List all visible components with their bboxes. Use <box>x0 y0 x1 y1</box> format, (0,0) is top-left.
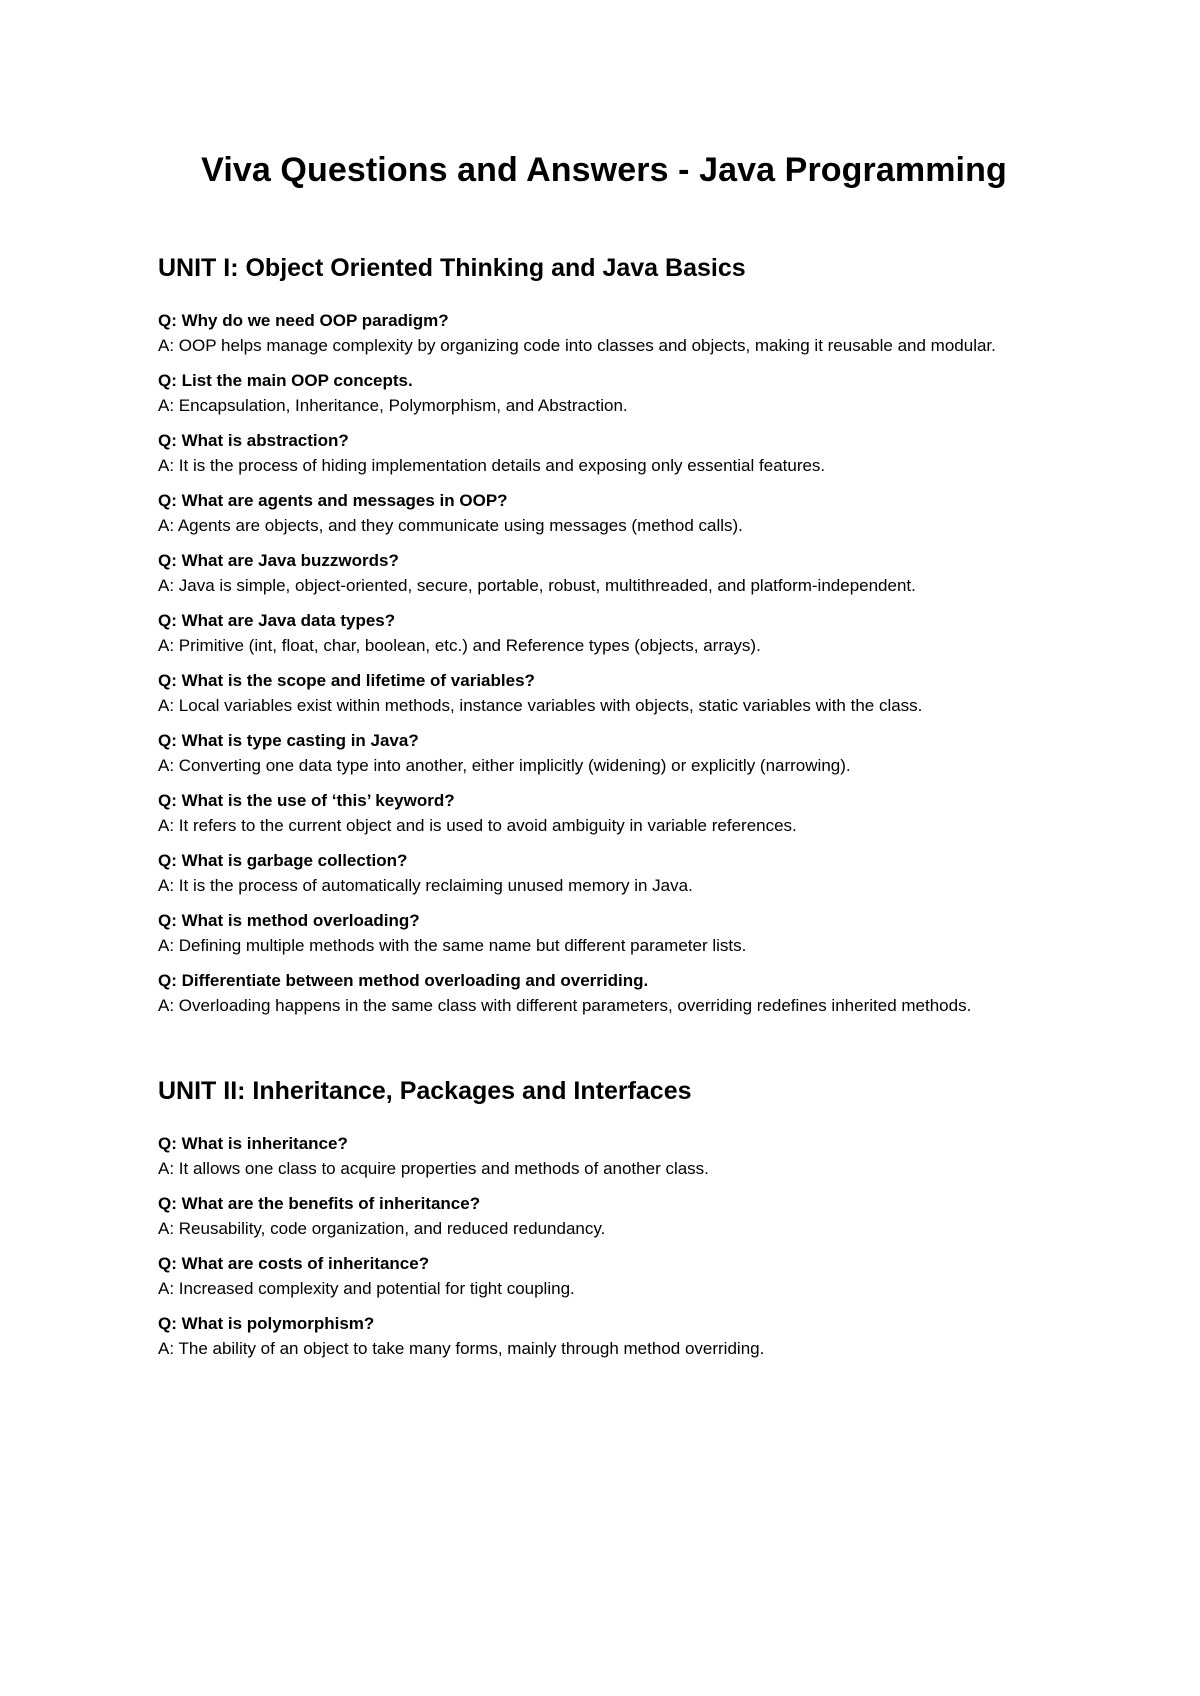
qa-item <box>158 1191 1050 1241</box>
question: Q: What is abstraction? <box>158 431 349 451</box>
answer: A: Converting one data type into another, either implicitly (widening) or explicitly (narrowing). <box>158 756 851 776</box>
question: Q: What is polymorphism? <box>158 1314 375 1334</box>
question: Q: What is type casting in Java? <box>158 731 419 751</box>
question: Q: What are Java data types? <box>158 611 396 631</box>
question: Q: Why do we need OOP paradigm? <box>158 311 449 331</box>
qa-item <box>158 368 1050 418</box>
unit-1-heading: UNIT I: Object Oriented Thinking and Java Basics <box>158 253 746 282</box>
qa-item <box>158 548 1050 598</box>
question: Q: What is the use of ‘this’ keyword? <box>158 791 455 811</box>
qa-item <box>158 1311 1050 1361</box>
question: Q: What are the benefits of inheritance? <box>158 1194 481 1214</box>
answer: A: It allows one class to acquire properties and methods of another class. <box>158 1159 709 1179</box>
unit-2-heading: UNIT II: Inheritance, Packages and Interfaces <box>158 1077 692 1106</box>
document-title: Viva Questions and Answers - Java Programming <box>201 151 1007 189</box>
qa-item <box>158 668 1050 718</box>
answer: A: Increased complexity and potential for tight coupling. <box>158 1279 575 1299</box>
qa-item <box>158 488 1050 538</box>
qa-item <box>158 788 1050 838</box>
answer: A: Encapsulation, Inheritance, Polymorphism, and Abstraction. <box>158 396 628 416</box>
answer: A: Local variables exist within methods, instance variables with objects, static variables with the class. <box>158 696 923 716</box>
qa-item <box>158 908 1050 958</box>
question: Q: What are agents and messages in OOP? <box>158 491 508 511</box>
qa-item <box>158 428 1050 478</box>
answer: A: The ability of an object to take many forms, mainly through method overriding. <box>158 1339 765 1359</box>
question: Q: Differentiate between method overloading and overriding. <box>158 971 649 991</box>
answer: A: It refers to the current object and is used to avoid ambiguity in variable references. <box>158 816 797 836</box>
question: Q: What are costs of inheritance? <box>158 1254 430 1274</box>
answer: A: It is the process of automatically reclaiming unused memory in Java. <box>158 876 693 896</box>
answer: A: Agents are objects, and they communicate using messages (method calls). <box>158 516 743 536</box>
answer: A: Defining multiple methods with the same name but different parameter lists. <box>158 936 747 956</box>
question: Q: What is inheritance? <box>158 1134 348 1154</box>
question: Q: What is the scope and lifetime of variables? <box>158 671 535 691</box>
unit-2-qa-list <box>158 1131 1050 1361</box>
answer: A: Primitive (int, float, char, boolean, etc.) and Reference types (objects, arrays). <box>158 636 761 656</box>
qa-item <box>158 728 1050 778</box>
qa-item <box>158 608 1050 658</box>
answer: A: Java is simple, object-oriented, secure, portable, robust, multithreaded, and platform-independent. <box>158 576 916 596</box>
answer: A: It is the process of hiding implementation details and exposing only essential features. <box>158 456 826 476</box>
qa-item <box>158 848 1050 898</box>
question: Q: What is method overloading? <box>158 911 420 931</box>
document-page <box>158 150 1050 1371</box>
qa-item <box>158 308 1050 358</box>
qa-item <box>158 1251 1050 1301</box>
answer: A: Reusability, code organization, and reduced redundancy. <box>158 1219 606 1239</box>
qa-item <box>158 1131 1050 1181</box>
question: Q: What are Java buzzwords? <box>158 551 399 571</box>
answer: A: OOP helps manage complexity by organizing code into classes and objects, making it reusable and modular. <box>158 336 996 356</box>
question: Q: What is garbage collection? <box>158 851 408 871</box>
unit-1-qa-list <box>158 308 1050 1018</box>
question: Q: List the main OOP concepts. <box>158 371 413 391</box>
answer: A: Overloading happens in the same class with different parameters, overriding redefines inherited methods. <box>158 996 972 1016</box>
qa-item <box>158 968 1050 1018</box>
